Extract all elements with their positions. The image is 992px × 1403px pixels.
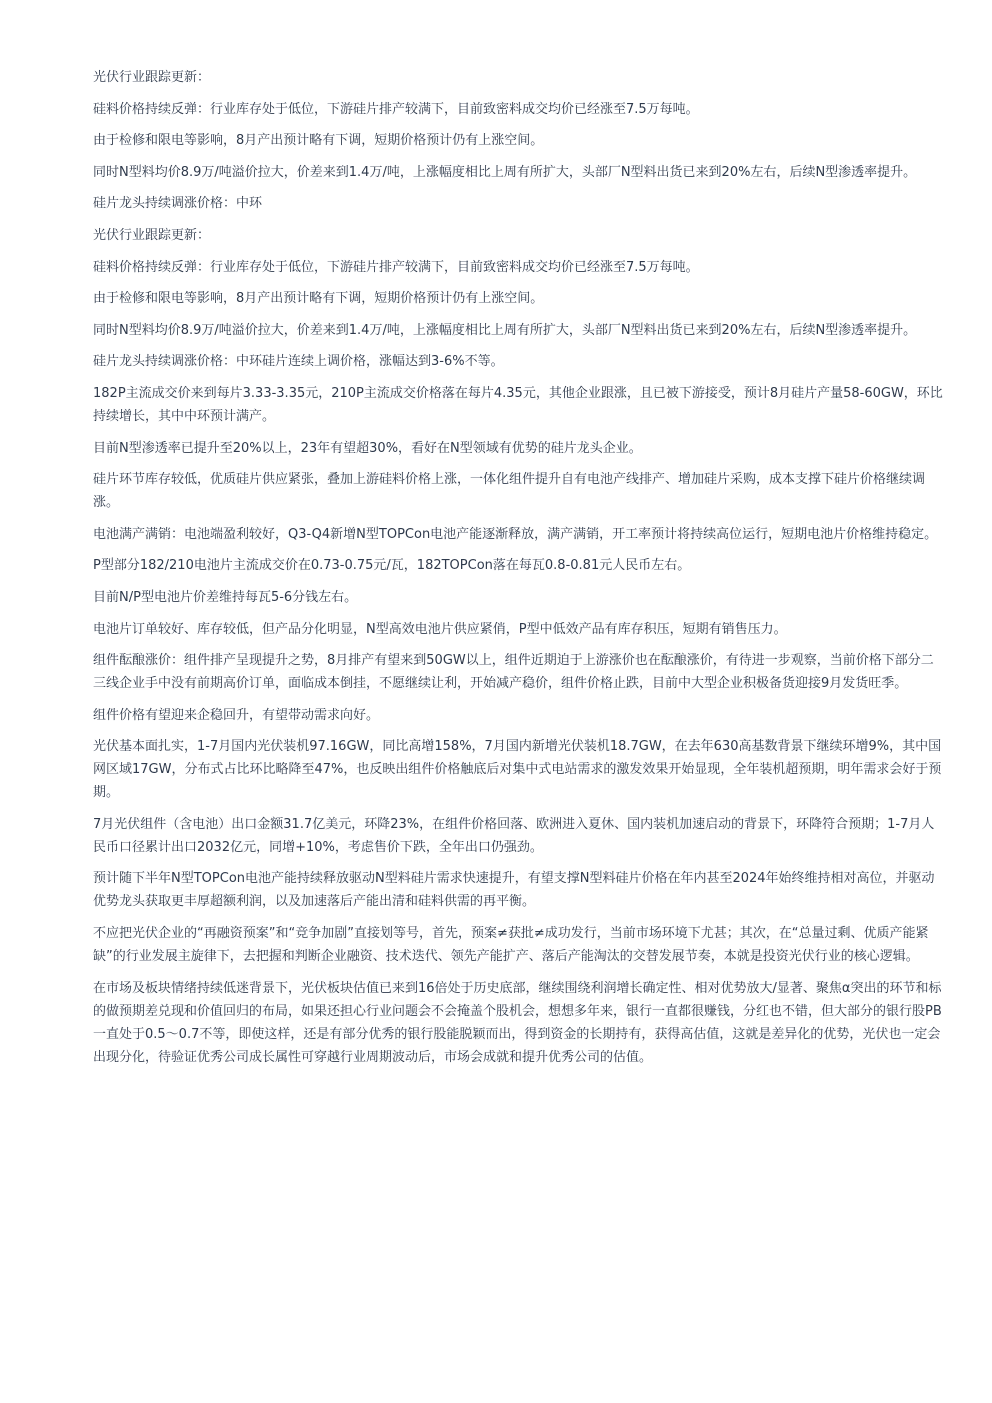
paragraph: 硅片龙头持续调涨价格：中环硅片连续上调价格，涨幅达到3-6%不等。 — [93, 354, 504, 370]
paragraph: 组件价格有望迎来企稳回升，有望带动需求向好。 — [93, 707, 380, 723]
paragraph: 硅片龙头持续调涨价格：中环 — [93, 196, 263, 212]
paragraph: 182P主流成交价来到每片3.33-3.35元，210P主流成交价格落在每片4.35元，其他企业跟涨，且已被下游接受，预计8月硅片产量58-60GW，环比持续增长，其中中环预计满产。 — [93, 385, 943, 424]
paragraph: 不应把光伏企业的“再融资预案”和“竞争加剧”直接划等号，首先，预案≠获批≠成功发行，当前市场环境下尤甚；其次，在“总量过剩、优质产能紧缺”的行业发展主旋律下，去把握和判断企业融资、技术迭代、领先产能扩产、落后产能淘汰的交替发展节奏，本就是投资光伏行业的核心逻辑。 — [93, 926, 929, 965]
paragraph: 由于检修和限电等影响，8月产出预计略有下调，短期价格预计仍有上涨空间。 — [93, 291, 544, 307]
paragraph: P型部分182/210电池片主流成交价在0.73-0.75元/瓦，182TOPCon落在每瓦0.8-0.81元人民币左右。 — [93, 558, 691, 574]
paragraph: 电池满产满销：电池端盈利较好，Q3-Q4新增N型TOPCon电池产能逐渐释放，满产满销，开工率预计将持续高位运行，短期电池片价格维持稳定。 — [93, 526, 938, 542]
paragraph: 组件酝酿涨价：组件排产呈现提升之势，8月排产有望来到50GW以上，组件近期迫于上游涨价也在酝酿涨价，有待进一步观察，当前价格下部分二三线企业手中没有前期高价订单，面临成本倒挂，不愿继续让利，开始减产稳价，组件价格止跌，目前中大型企业积极备货迎接9月发货旺季。 — [93, 653, 934, 692]
paragraph: 同时N型料均价8.9万/吨溢价拉大，价差来到1.4万/吨，上涨幅度相比上周有所扩大，头部厂N型料出货已来到20%左右，后续N型渗透率提升。 — [93, 164, 917, 180]
paragraph: 光伏行业跟踪更新： — [93, 227, 211, 243]
paragraph: 7月光伏组件（含电池）出口金额31.7亿美元，环降23%，在组件价格回落、欧洲进入夏休、国内装机加速启动的背景下，环降符合预期；1-7月人民币口径累计出口2032亿元，同增+10%，考虑售价下跌，全年出口仍强劲。 — [93, 816, 935, 855]
paragraph: 光伏基本面扎实，1-7月国内光伏装机97.16GW，同比高增158%，7月国内新增光伏装机18.7GW，在去年630高基数背景下继续环增9%，其中国网区域17GW，分布式占比环比略降至47%，也反映出组件价格触底后对集中式电站需求的激发效果开始显现，全年装机超预期，明年需求会好于预期。 — [93, 739, 942, 801]
paragraph: 硅片环节库存较低，优质硅片供应紧张，叠加上游硅料价格上涨，一体化组件提升自有电池产线排产、增加硅片采购，成本支撑下硅片价格继续调涨。 — [93, 472, 926, 511]
paragraph: 目前N/P型电池片价差维持每瓦5-6分钱左右。 — [93, 589, 358, 605]
paragraph: 硅料价格持续反弹：行业库存处于低位，下游硅片排产较满下，目前致密料成交均价已经涨至7.5万每吨。 — [93, 259, 699, 275]
article-body — [93, 66, 943, 1077]
paragraph: 预计随下半年N型TOPCon电池产能持续释放驱动N型料硅片需求快速提升，有望支撑N型料硅片价格在年内甚至2024年始终维持相对高位，并驱动优势龙头获取更丰厚超额利润，以及加速落后产能出清和硅料供需的再平衡。 — [93, 871, 935, 910]
paragraph: 目前N型渗透率已提升至20%以上，23年有望超30%，看好在N型领域有优势的硅片龙头企业。 — [93, 440, 642, 456]
paragraph: 硅料价格持续反弹：行业库存处于低位，下游硅片排产较满下，目前致密料成交均价已经涨至7.5万每吨。 — [93, 101, 699, 117]
paragraph: 在市场及板块情绪持续低迷背景下，光伏板块估值已来到16倍处于历史底部，继续围绕利润增长确定性、相对优势放大/显著、聚焦α突出的环节和标的做预期差兑现和价值回归的布局，如果还担心行业问题会不会掩盖个股机会，想想多年来，银行一直都很赚钱，分红也不错，但大部分的银行股PB一直处于0.5～0.7不等，即使这样，还是有部分优秀的银行股能脱颖而出，得到资金的长期持有，获得高估值，这就是差异化的优势，光伏也一定会出现分化，待验证优秀公司成长属性可穿越行业周期波动后，市场会成就和提升优秀公司的估值。 — [93, 980, 942, 1065]
paragraph: 同时N型料均价8.9万/吨溢价拉大，价差来到1.4万/吨，上涨幅度相比上周有所扩大，头部厂N型料出货已来到20%左右，后续N型渗透率提升。 — [93, 322, 917, 338]
paragraph: 光伏行业跟踪更新： — [93, 70, 211, 85]
paragraph: 电池片订单较好、库存较低，但产品分化明显，N型高效电池片供应紧俏，P型中低效产品有库存积压，短期有销售压力。 — [93, 621, 787, 637]
paragraph: 由于检修和限电等影响，8月产出预计略有下调，短期价格预计仍有上涨空间。 — [93, 133, 544, 149]
